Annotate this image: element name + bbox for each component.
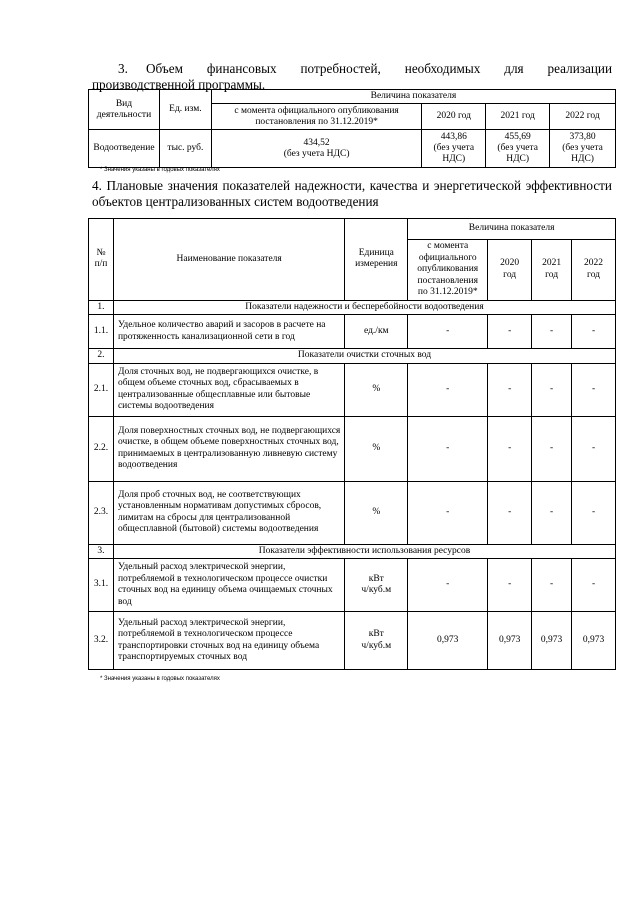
row-unit: кВт ч/куб.м [345,612,408,670]
section-row [89,300,616,315]
row-unit: % [345,481,408,544]
row-num: 3.1. [89,559,114,612]
header-value-group: Величина показателя [408,219,616,240]
cell-activity: Водоотведение [89,130,160,168]
section-num: 3. [89,544,114,559]
section-title: Показатели эффективности использования ресурсов [113,544,615,559]
header-2021: 2021 год [486,104,550,130]
row-name: Удельное количество аварий и засоров в расчете на протяженность канализационной сети в год [113,315,344,349]
section-3-title: Объем финансовых потребностей, необходимых для реализации производственной программы. [92,61,612,92]
financial-needs-table [88,89,616,168]
cell-unit: тыс. руб. [159,130,211,168]
row-value-2020: - [488,416,532,481]
row-name: Удельный расход электрической энергии, потребляемой в технологическом процессе очистки сточных вод на единицу объема очищаемых сточных вод [113,559,344,612]
row-name: Доля сточных вод, не подвергающихся очистке, в общем объеме сточных вод, сбрасываемых в централизованные общесплавные или бытовые системы водоотведения [113,363,344,416]
header-name: Наименование показателя [113,219,344,301]
table1-footnote: * Значения указаны в годовых показателях [100,167,220,173]
section-num: 1. [89,300,114,315]
section-title: Показатели очистки сточных вод [113,349,615,364]
cell-2022: 373,80 (без учета НДС) [550,130,616,168]
cell-since-publication: 434,52 (без учета НДС) [211,130,421,168]
row-unit: кВт ч/куб.м [345,559,408,612]
row-value-2022: - [572,481,616,544]
section-row [89,349,616,364]
header-unit: Единица измерения [345,219,408,301]
row-unit: % [345,416,408,481]
row-value-2021: 0,973 [532,612,572,670]
row-value-2022: 0,973 [572,612,616,670]
section-row [89,544,616,559]
row-value-2022: - [572,315,616,349]
row-value-2021: - [532,481,572,544]
section-title: Показатели надежности и бесперебойности водоотведения [113,300,615,315]
header-2022: 2022 год [572,240,616,301]
row-value-since: - [408,416,488,481]
row-num: 2.1. [89,363,114,416]
table-row [89,612,616,670]
cell-2020: 443,86 (без учета НДС) [422,130,486,168]
row-value-2020: - [488,559,532,612]
row-unit: ед./км [345,315,408,349]
row-value-2020: - [488,481,532,544]
row-value-since: - [408,481,488,544]
header-since-publication: с момента официального опубликования постановления по 31.12.2019* [211,104,421,130]
row-value-2021: - [532,416,572,481]
header-activity: Вид деятельности [89,90,160,130]
row-value-2020: 0,973 [488,612,532,670]
row-num: 2.2. [89,416,114,481]
table-row [89,481,616,544]
row-value-2020: - [488,315,532,349]
row-name: Доля проб сточных вод, не соответствующих установленным нормативам допустимых сбросов, лимитам на сбросы для централизованной общесплавной (бытовой) системы водоотведения [113,481,344,544]
header-since-publication: с момента официального опубликования постановления по 31.12.2019* [408,240,488,301]
header-num: № п/п [89,219,114,301]
row-num: 1.1. [89,315,114,349]
header-value-group: Величина показателя [211,90,615,104]
header-2022: 2022 год [550,104,616,130]
cell-2021: 455,69 (без учета НДС) [486,130,550,168]
header-2020: 2020 год [488,240,532,301]
row-name: Удельный расход электрической энергии, потребляемой в технологическом процессе транспортировки сточных вод на единицу объема транспортируемых сточных вод [113,612,344,670]
row-value-2022: - [572,363,616,416]
section-3-number: 3. [118,61,128,76]
header-2020: 2020 год [422,104,486,130]
header-unit: Ед. изм. [159,90,211,130]
section-4-heading: 4. Плановые значения показателей надежности, качества и энергетической эффективности объектов централизованных систем водоотведения [92,178,612,209]
row-value-2021: - [532,363,572,416]
table-row [89,363,616,416]
table2-footnote: * Значения указаны в годовых показателях [100,676,220,682]
row-value-2022: - [572,416,616,481]
table-row [89,416,616,481]
row-value-since: - [408,363,488,416]
row-value-2020: - [488,363,532,416]
row-name: Доля поверхностных сточных вод, не подвергающихся очистке, в общем объеме поверхностных сточных вод, принимаемых в централизованную ливневую систему водоотведения [113,416,344,481]
row-unit: % [345,363,408,416]
section-num: 2. [89,349,114,364]
indicators-table [88,218,616,670]
table-row [89,559,616,612]
row-value-2022: - [572,559,616,612]
row-num: 3.2. [89,612,114,670]
row-value-2021: - [532,559,572,612]
row-value-2021: - [532,315,572,349]
row-value-since: 0,973 [408,612,488,670]
header-2021: 2021 год [532,240,572,301]
row-num: 2.3. [89,481,114,544]
row-value-since: - [408,559,488,612]
row-value-since: - [408,315,488,349]
table-row [89,315,616,349]
